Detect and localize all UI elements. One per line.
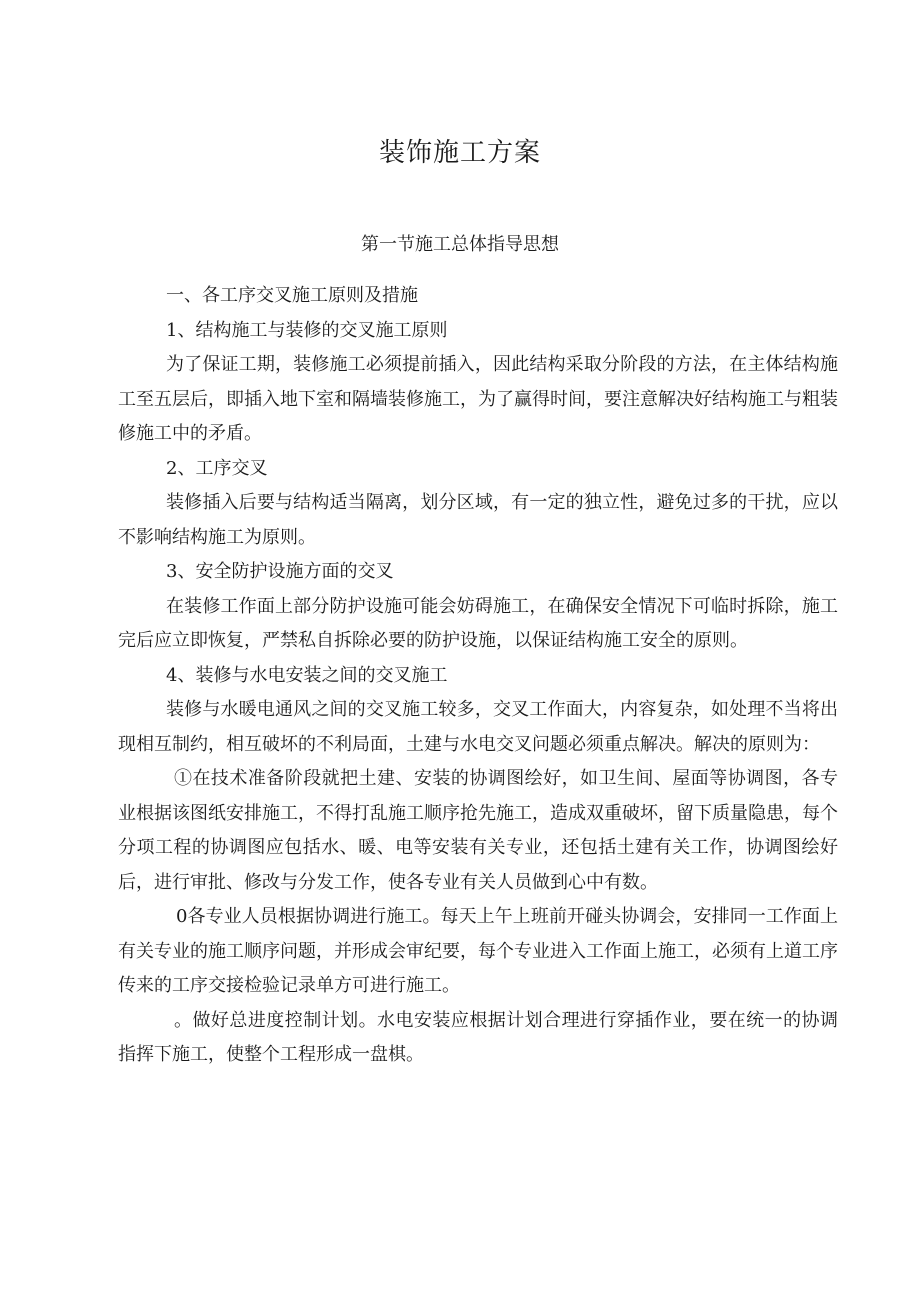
subheading-4: 4、装修与水电安装之间的交叉施工: [166, 664, 448, 686]
paragraph-1: 为了保证工期，装修施工必须提前插入，因此结构采取分阶段的方法，在主体结构施工至五层后，即插入地下室和隔墙装修施工，为了赢得时间，要注意解决好结构施工与粗装修施工中的矛盾。: [118, 354, 838, 444]
paragraph-4: 装修与水暖电通风之间的交叉施工较多，交叉工作面大，内容复杂，如处理不当将出现相互制约，相互破坏的不利局面，土建与水电交叉问题必须重点解决。解决的原则为：: [118, 699, 838, 755]
subheading-3: 3、安全防护设施方面的交叉: [166, 561, 394, 582]
list-item-3: 。做好总进度控制计划。水电安装应根据计划合理进行穿插作业，要在统一的协调指挥下施工，使整个工程形成一盘棋。: [118, 1009, 838, 1065]
document-body: [118, 279, 838, 1073]
subheading-1: 1、结构施工与装修的交叉施工原则: [166, 319, 448, 341]
heading-1: 一、各工序交叉施工原则及措施: [166, 285, 418, 306]
section-title: 第一节施工总体指导思想: [361, 234, 559, 255]
paragraph-3: 在装修工作面上部分防护设施可能会妨碍施工，在确保安全情况下可临时拆除，施工完后应立即恢复，严禁私自拆除必要的防护设施，以保证结构施工安全的原则。: [118, 595, 838, 651]
list-item-2: 0各专业人员根据协调进行施工。每天上午上班前开碰头协调会，安排同一工作面上有关专业的施工顺序问题，并形成会审纪要，每个专业进入工作面上施工，必须有上道工序传来的工序交接检验记录单方可进行施工。: [118, 906, 838, 996]
list-item-1: ①在技术准备阶段就把土建、安装的协调图绘好，如卫生间、屋面等协调图，各专业根据该图纸安排施工，不得打乱施工顺序抢先施工，造成双重破坏，留下质量隐患，每个分项工程的协调图应包括水、暖、电等安装有关专业，还包括土建有关工作，协调图绘好后，进行审批、修改与分发工作，使各专业有关人员做到心中有数。: [118, 768, 838, 893]
subheading-2: 2、工序交叉: [166, 457, 268, 479]
paragraph-2: 装修插入后要与结构适当隔离，划分区域，有一定的独立性，避免过多的干扰，应以不影响结构施工为原则。: [118, 492, 838, 548]
document-title: 装饰施工方案: [378, 138, 541, 168]
